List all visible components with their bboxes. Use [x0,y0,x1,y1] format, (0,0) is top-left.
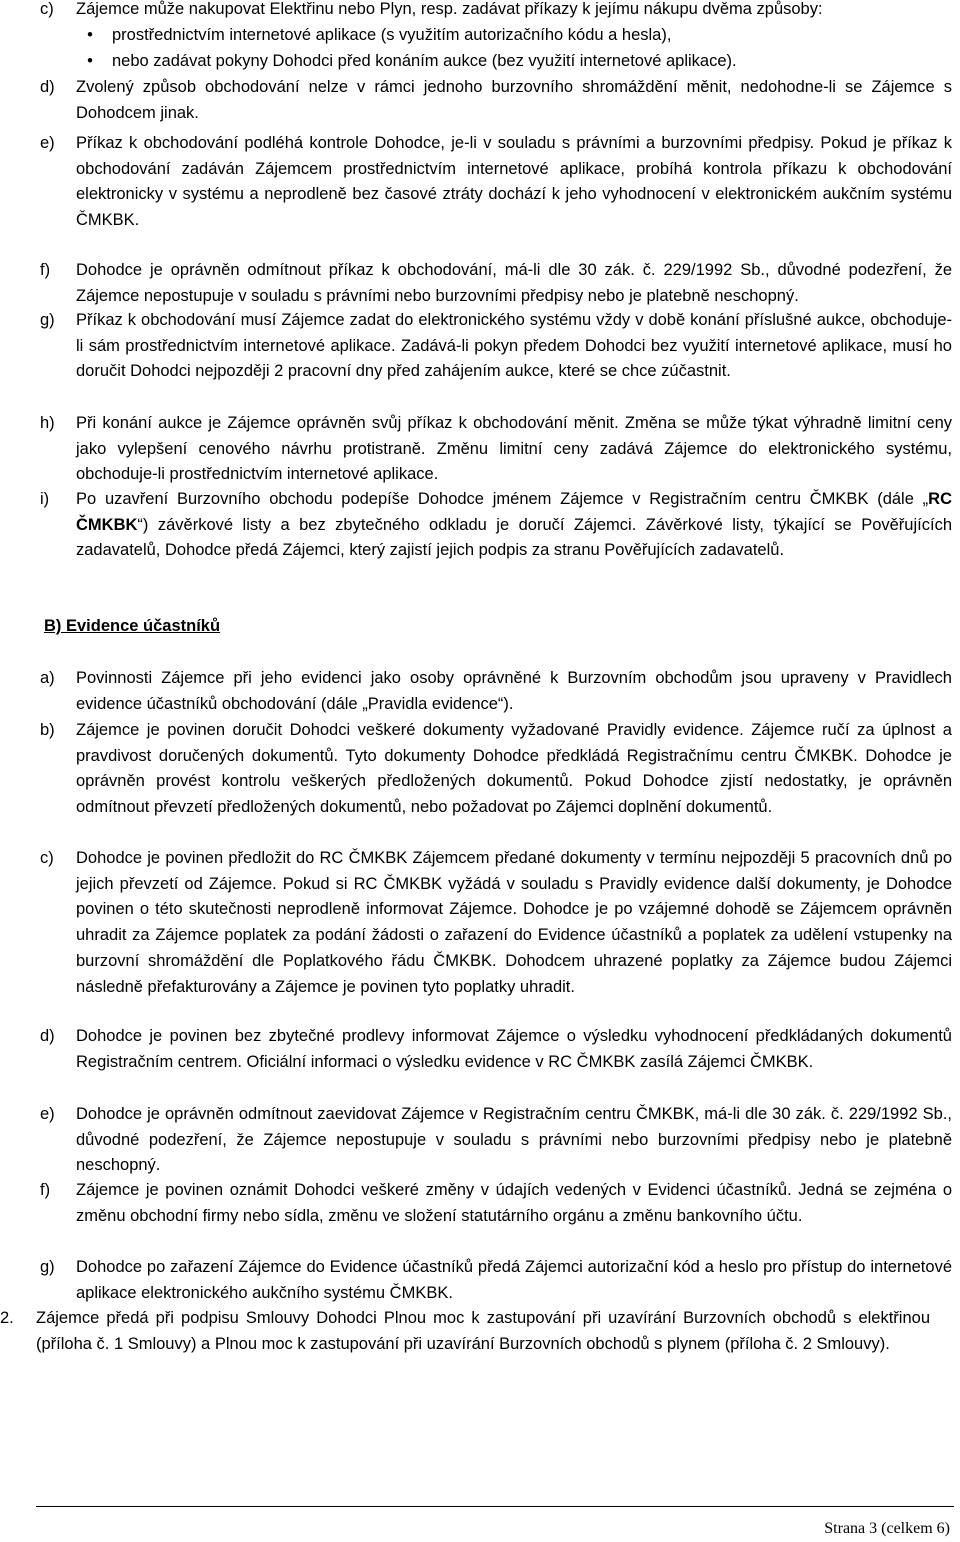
item-text: Při konání aukce je Zájemce oprávněn svůj příkaz k obchodování měnit. Změna se může týkat výhradně limitní ceny jako vylepšení cenového návrhu protistraně. Změnu limitní ceny zadává Zájemce do elektronického systému, obchoduje-li prostřednictvím internetové aplikace. [76,414,952,484]
item-text: Zvolený způsob obchodování nelze v rámci jednoho burzovního shromáždění měnit, nedohodne-li se Zájemce s Dohodcem jinak. [76,78,952,122]
point-text: Zájemce předá při podpisu Smlouvy Dohodci Plnou moc k zastupování při uzavírání Burzovních obchodů s elektřinou (příloha č. 1 Smlouvy) a Plnou moc k zastupování při uzavírání Burzovních obchodů s plynem (příloha č. 2 Smlouvy). [36,1309,930,1353]
item-label: f) [40,261,51,279]
item-label: d) [40,78,55,96]
item-text: Zájemce je povinen doručit Dohodci veškeré dokumenty vyžadované Pravidly evidence. Zájemce ručí za úplnost a pravdivost doručených dokumentů. Tyto dokumenty Dohodce předkládá Registračnímu centru ČMKBK. Dohodce je oprávněn provést kontrolu veškerých předložených dokumentů. Pokud Dohodce zjistí nedostatky, je oprávněn odmítnout převzetí předložených dokumentů, nebo požadovat po Zájemci doplnění dokumentů. [76,721,952,817]
list-item-d [40,75,952,126]
item-text-part: “) závěrkové listy a bez zbytečného odkladu je doručí Zájemci. Závěrkové listy, týkající se Pověřujících zadavatelů, Dohodce předá Zájemci, který zajistí jejich podpis za stranu Pověřujících zadavatelů. [76,515,952,560]
item-text: Zájemce může nakupovat Elektřinu nebo Plyn, resp. zadávat příkazy k jejímu nákupu dvěma způsoby: [76,0,823,18]
item-text: Dohodce po zařazení Zájemce do Evidence účastníků předá Zájemci autorizační kód a heslo pro přístup do internetové aplikace elektronického aukčního systému ČMKBK. [76,1258,952,1302]
bullet-text: prostřednictvím internetové aplikace (s využitím autorizačního kódu a hesla), [112,26,672,44]
list-item-e [40,131,952,234]
list-item-i [40,487,952,564]
item-text: Dohodce je povinen předložit do RC ČMKBK Zájemcem předané dokumenty v termínu nejpozději 5 pracovních dnů po jejich převzetí od Zájemce. Pokud si RC ČMKBK vyžádá v souladu s Pravidly evidence další dokumenty, je Dohodce povinen o této skutečnosti neprodleně informovat Zájemce. Dohodce je po vzájemné dohodě se Zájemcem oprávněn uhradit za Zájemce poplatek za podání žádosti o zařazení do Evidence účastníků a poplatek za udělení vstupenky na burzovní shromáždění dle Poplatkového řádu ČMKBK. Dohodcem uhrazené poplatky za Zájemce budou Zájemci následně přefakturovány a Zájemce je povinen tyto poplatky uhradit. [76,849,952,996]
rc-cmkbk-abbrev: RC ČMKBK [76,490,952,534]
bullet-text: nebo zadávat pokyny Dohodci před konáním aukce (bez využití internetové aplikace). [112,51,737,70]
evidence-item-b [40,718,952,821]
evidence-item-g [40,1255,952,1306]
list-item-f [40,258,952,309]
item-text: Příkaz k obchodování podléhá kontrole Dohodce, je-li v souladu s právními a burzovními předpisy. Pokud je příkaz k obchodování zadáván Zájemcem prostřednictvím internetové aplikace, probíhá kontrola příkazu k obchodování elektronicky v systému a neprodleně bez časové ztráty dochází k jeho vyhodnocení v elektronickém aukčním systému ČMKBK. [76,134,952,230]
item-text: Dohodce je oprávněn odmítnout příkaz k obchodování, má-li dle 30 zák. č. 229/1992 Sb., důvodné podezření, že Zájemce nepostupuje v souladu s právními nebo burzovními předpisy nebo je platebně neschopný. [76,261,952,305]
list-item-g [40,308,952,385]
item-label: c) [40,849,54,867]
item-label: e) [40,1105,55,1123]
bullet-item [40,49,952,75]
item-label: g) [40,311,55,329]
bullet-list [40,23,952,74]
item-text: Příkaz k obchodování musí Zájemce zadat do elektronického systému vždy v době konání příslušné aukce, obchoduje-li sám prostřednictvím internetové aplikace. Zadává-li pokyn předem Dohodci bez využití internetové aplikace, musí ho doručit Dohodci nejpozději 2 pracovní dny před zahájením aukce, které se chce zúčastnit. [76,311,952,381]
evidence-item-e [40,1102,952,1179]
evidence-item-c [40,846,952,1000]
evidence-item-a [40,666,952,717]
item-label: b) [40,721,55,739]
evidence-item-d [40,1024,952,1075]
list-item-c [40,0,952,23]
item-label: e) [40,134,55,152]
item-text: Povinnosti Zájemce při jeho evidenci jako osoby oprávněné k Burzovním obchodům jsou upraveny v Pravidlech evidence účastníků obchodování (dále „Pravidla evidence“). [76,669,952,713]
point-number: 2. [0,1309,14,1327]
item-text-part: Po uzavření Burzovního obchodu podepíše Dohodce jménem Zájemce v Registračním centru ČMKBK (dále „ [76,490,929,508]
bullet-icon: • [87,51,93,70]
footer-divider [36,1506,954,1507]
item-label: g) [40,1258,55,1276]
list-item-h [40,411,952,488]
numbered-point-2 [0,1306,930,1357]
section-heading: B) Evidence účastníků [44,617,221,635]
page-number: Strana 3 (celkem 6) [824,1520,950,1537]
item-text: Dohodce je povinen bez zbytečné prodlevy informovat Zájemce o výsledku vyhodnocení předkládaných dokumentů Registračním centrem. Oficiální informaci o výsledku evidence v RC ČMKBK zasílá Zájemci ČMKBK. [76,1027,952,1071]
bullet-icon: • [87,26,93,44]
item-label: h) [40,414,55,432]
item-label: a) [40,669,55,687]
item-label: i) [40,490,50,508]
evidence-item-f [40,1178,952,1229]
item-text: Zájemce je povinen oznámit Dohodci veškeré změny v údajích vedených v Evidenci účastníků. Jedná se zejména o změnu obchodní firmy nebo sídla, změnu ve složení statutárního orgánu a změnu bankovního účtu. [76,1181,952,1225]
item-label: c) [40,0,54,18]
item-text: Dohodce je oprávněn odmítnout zaevidovat Zájemce v Registračním centru ČMKBK, má-li dle 30 zák. č. 229/1992 Sb., důvodné podezření, že Zájemce nepostupuje v souladu s právními nebo burzovními předpisy nebo je platebně neschopný. [76,1105,952,1175]
item-label: d) [40,1027,55,1045]
item-label: f) [40,1181,51,1199]
bullet-item [40,23,952,49]
item-text [76,487,952,564]
